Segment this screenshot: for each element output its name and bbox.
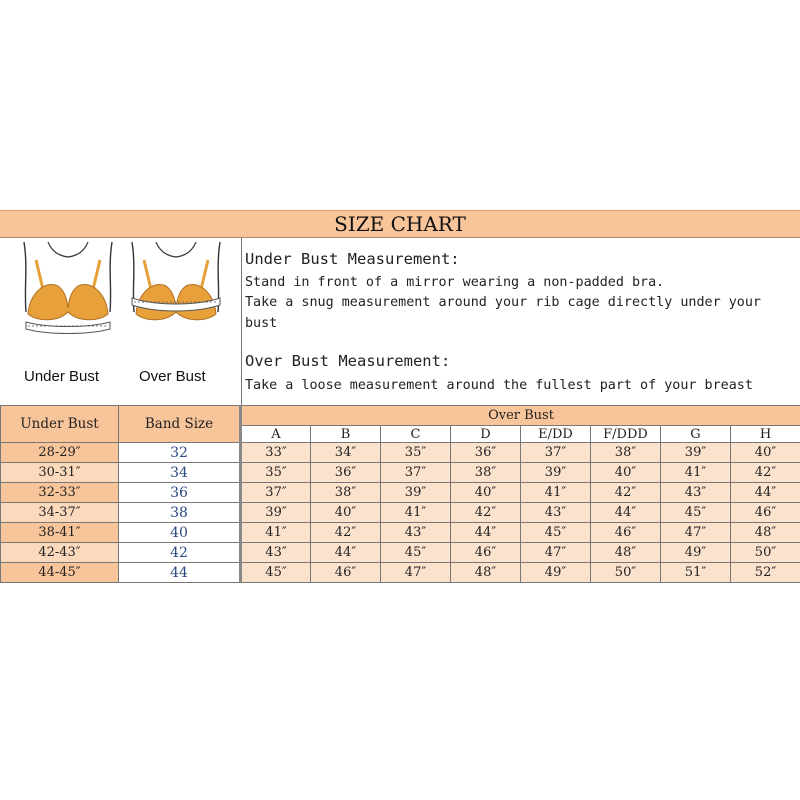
cup-header: H [731,426,800,443]
over-bust-value: 42″ [591,483,661,503]
over-bust-value: 44″ [451,523,521,543]
over-bust-value: 48″ [731,523,800,543]
over-bust-value: 46″ [311,563,381,583]
over-bust-value: 37″ [241,483,311,503]
over-bust-value: 40″ [311,503,381,523]
cup-header: G [661,426,731,443]
under-bust-heading: Under Bust Measurement: [245,250,460,268]
over-bust-value: 38″ [311,483,381,503]
over-bust-value: 47″ [661,523,731,543]
band-size: 42 [119,543,241,563]
over-bust-value: 42″ [731,463,800,483]
over-bust-value: 39″ [241,503,311,523]
band-size: 38 [119,503,241,523]
over-bust-value: 40″ [451,483,521,503]
under-bust-range: 38-41″ [1,523,119,543]
over-bust-value: 39″ [661,443,731,463]
over-bust-value: 49″ [521,563,591,583]
cup-header: C [381,426,451,443]
over-bust-value: 36″ [451,443,521,463]
under-bust-header: Under Bust [1,406,119,443]
table-row [1,463,800,483]
size-chart [0,210,800,591]
over-bust-value: 48″ [451,563,521,583]
cup-header: E/DD [521,426,591,443]
under-bust-range: 32-33″ [1,483,119,503]
table-row [1,523,800,543]
over-bust-value: 36″ [311,463,381,483]
under-bust-illustration [18,242,118,354]
band-size: 44 [119,563,241,583]
table-row [1,503,800,523]
under-bust-step-1: Stand in front of a mirror wearing a non-padded bra. [245,275,665,290]
over-bust-value: 40″ [731,443,800,463]
under-bust-range: 34-37″ [1,503,119,523]
band-size: 36 [119,483,241,503]
over-bust-value: 43″ [381,523,451,543]
over-bust-value: 47″ [521,543,591,563]
chart-title: SIZE CHART [0,210,800,238]
over-bust-value: 33″ [241,443,311,463]
over-bust-header: Over Bust [241,406,800,426]
over-bust-step-1: Take a loose measurement around the fullest part of your breast [245,378,753,393]
over-bust-value: 42″ [451,503,521,523]
over-bust-value: 42″ [311,523,381,543]
over-bust-value: 45″ [521,523,591,543]
over-bust-value: 41″ [521,483,591,503]
band-size: 32 [119,443,241,463]
table-row [1,563,800,583]
over-bust-value: 45″ [241,563,311,583]
over-bust-value: 51″ [661,563,731,583]
over-bust-value: 37″ [381,463,451,483]
over-bust-value: 45″ [661,503,731,523]
over-bust-value: 37″ [521,443,591,463]
over-bust-value: 46″ [731,503,800,523]
over-bust-value: 45″ [381,543,451,563]
under-bust-label: Under Bust [24,368,100,385]
under-bust-range: 42-43″ [1,543,119,563]
over-bust-value: 44″ [731,483,800,503]
over-bust-value: 44″ [591,503,661,523]
over-bust-value: 38″ [451,463,521,483]
cup-header: F/DDD [591,426,661,443]
table-row [1,483,800,503]
over-bust-value: 46″ [451,543,521,563]
over-bust-value: 34″ [311,443,381,463]
size-table [0,405,800,583]
over-bust-value: 41″ [381,503,451,523]
over-bust-value: 35″ [241,463,311,483]
over-bust-value: 40″ [591,463,661,483]
over-bust-value: 41″ [661,463,731,483]
over-bust-value: 38″ [591,443,661,463]
under-bust-range: 28-29″ [1,443,119,463]
under-bust-step-2-cont: bust [245,316,278,331]
over-bust-value: 50″ [591,563,661,583]
band-size: 40 [119,523,241,543]
cup-header: B [311,426,381,443]
under-bust-range: 44-45″ [1,563,119,583]
cup-header: A [241,426,311,443]
over-bust-value: 43″ [241,543,311,563]
cup-header: D [451,426,521,443]
under-bust-step-2: Take a snug measurement around your rib cage directly under your [245,295,761,310]
over-bust-label: Over Bust [139,368,206,385]
over-bust-value: 49″ [661,543,731,563]
over-bust-value: 41″ [241,523,311,543]
over-bust-value: 43″ [521,503,591,523]
measurement-info [0,238,800,405]
over-bust-value: 44″ [311,543,381,563]
over-bust-value: 50″ [731,543,800,563]
over-bust-value: 35″ [381,443,451,463]
over-bust-value: 47″ [381,563,451,583]
over-bust-heading: Over Bust Measurement: [245,352,451,370]
table-row [1,443,800,463]
over-bust-illustration [126,242,226,354]
over-bust-value: 39″ [521,463,591,483]
table-row [1,543,800,563]
over-bust-value: 46″ [591,523,661,543]
under-bust-range: 30-31″ [1,463,119,483]
over-bust-value: 43″ [661,483,731,503]
over-bust-value: 48″ [591,543,661,563]
band-size: 34 [119,463,241,483]
illustration-panel [0,238,242,405]
over-bust-value: 39″ [381,483,451,503]
band-size-header: Band Size [119,406,241,443]
over-bust-value: 52″ [731,563,800,583]
